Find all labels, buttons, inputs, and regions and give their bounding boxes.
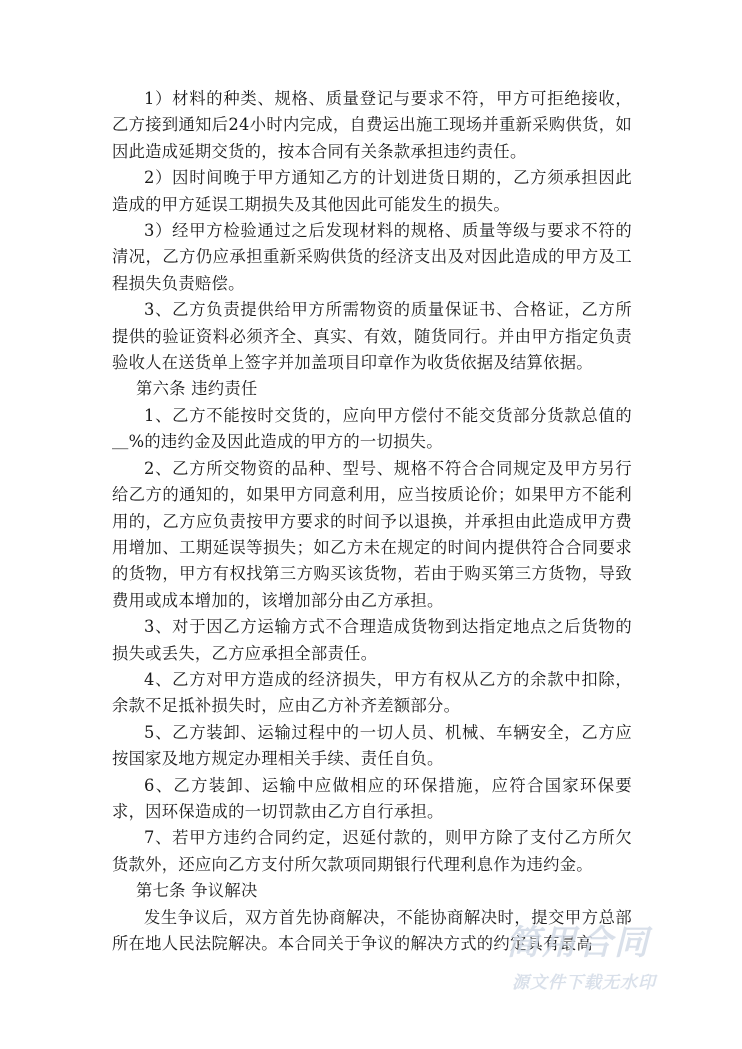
paragraph-breach-6: 6、乙方装卸、运输中应做相应的环保措施，应符合国家环保要求，因环保造成的一切罚款由乙方自行承担。: [112, 775, 632, 821]
paragraph-breach-4: 4、乙方对甲方造成的经济损失，甲方有权从乙方的余款中扣除，余款不足抵补损失时，应由乙方补齐差额部分。: [112, 669, 632, 716]
paragraph-post-inspection: 3）经甲方检验通过之后发现材料的规格、质量等级与要求不符的清况，乙方仍应承担重新采购供货的经济支出及对因此造成的甲方及工程损失负责赔偿。: [112, 221, 632, 293]
paragraph-material-mismatch: 1）材料的种类、规格、质量登记与要求不符，甲方可拒绝接收，乙方接到通知后24小时内完成，自费运出施工现场并重新采购供货，如因此造成延期交货的，按本合同有关条款承担违约责任。: [112, 89, 632, 161]
paragraph-quality-certificates: 3、乙方负责提供给甲方所需物资的质量保证书、合格证，乙方所提供的验证资料必须齐全、真实、有效，随货同行。并由甲方指定负责验收人在送货单上签字并加盖项目印章作为收货依据及结算依据。: [112, 300, 632, 373]
paragraph-late-delivery: 2）因时间晚于甲方通知乙方的计划进货日期的，乙方须承担因此造成的甲方延误工期损失及其他因此可能发生的损失。: [112, 168, 632, 214]
section-heading-breach: 第六条 违约责任: [136, 379, 258, 399]
paragraph-breach-2: 2、乙方所交物资的品种、型号、规格不符合合同规定及甲方另行给乙方的通知的，如果甲方同意利用，应当按质论价；如果甲方不能利用的，乙方应负责按甲方要求的时间予以退换，并承担由此造成甲方费用增加、工期延误等损失；如乙方未在规定的时间内提供符合合同要求的货物，甲方有权找第三方购买该货物，若由于购买第三方货物，导致费用或成本增加的，该增加部分由乙方承担。: [112, 458, 632, 610]
paragraph-dispute: 发生争议后，双方首先协商解决，不能协商解决时，提交甲方总部所在地人民法院解决。本合同关于争议的解决方式的约定具有最高: [112, 907, 632, 953]
document-body: [112, 86, 632, 957]
paragraph-breach-7: 7、若甲方违约合同约定，迟延付款的，则甲方除了支付乙方所欠货款外，还应向乙方支付所欠款项同期银行代理利息作为违约金。: [112, 828, 632, 874]
paragraph-breach-1: 1、乙方不能按时交货的，应向甲方偿付不能交货部分货款总值的＿%的违约金及因此造成的甲方的一切损失。: [112, 405, 632, 452]
section-heading-dispute: 第七条 争议解决: [136, 881, 258, 901]
paragraph-breach-5: 5、乙方装卸、运输过程中的一切人员、机械、车辆安全，乙方应按国家及地方规定办理相关手续、责任自负。: [112, 722, 632, 769]
paragraph-breach-3: 3、对于因乙方运输方式不合理造成货物到达指定地点之后货物的损失或丢失，乙方应承担全部责任。: [112, 617, 632, 663]
watermark-brand: 简用合同: [506, 923, 650, 963]
watermark-slogan: 源文件下载无水印: [512, 973, 656, 993]
